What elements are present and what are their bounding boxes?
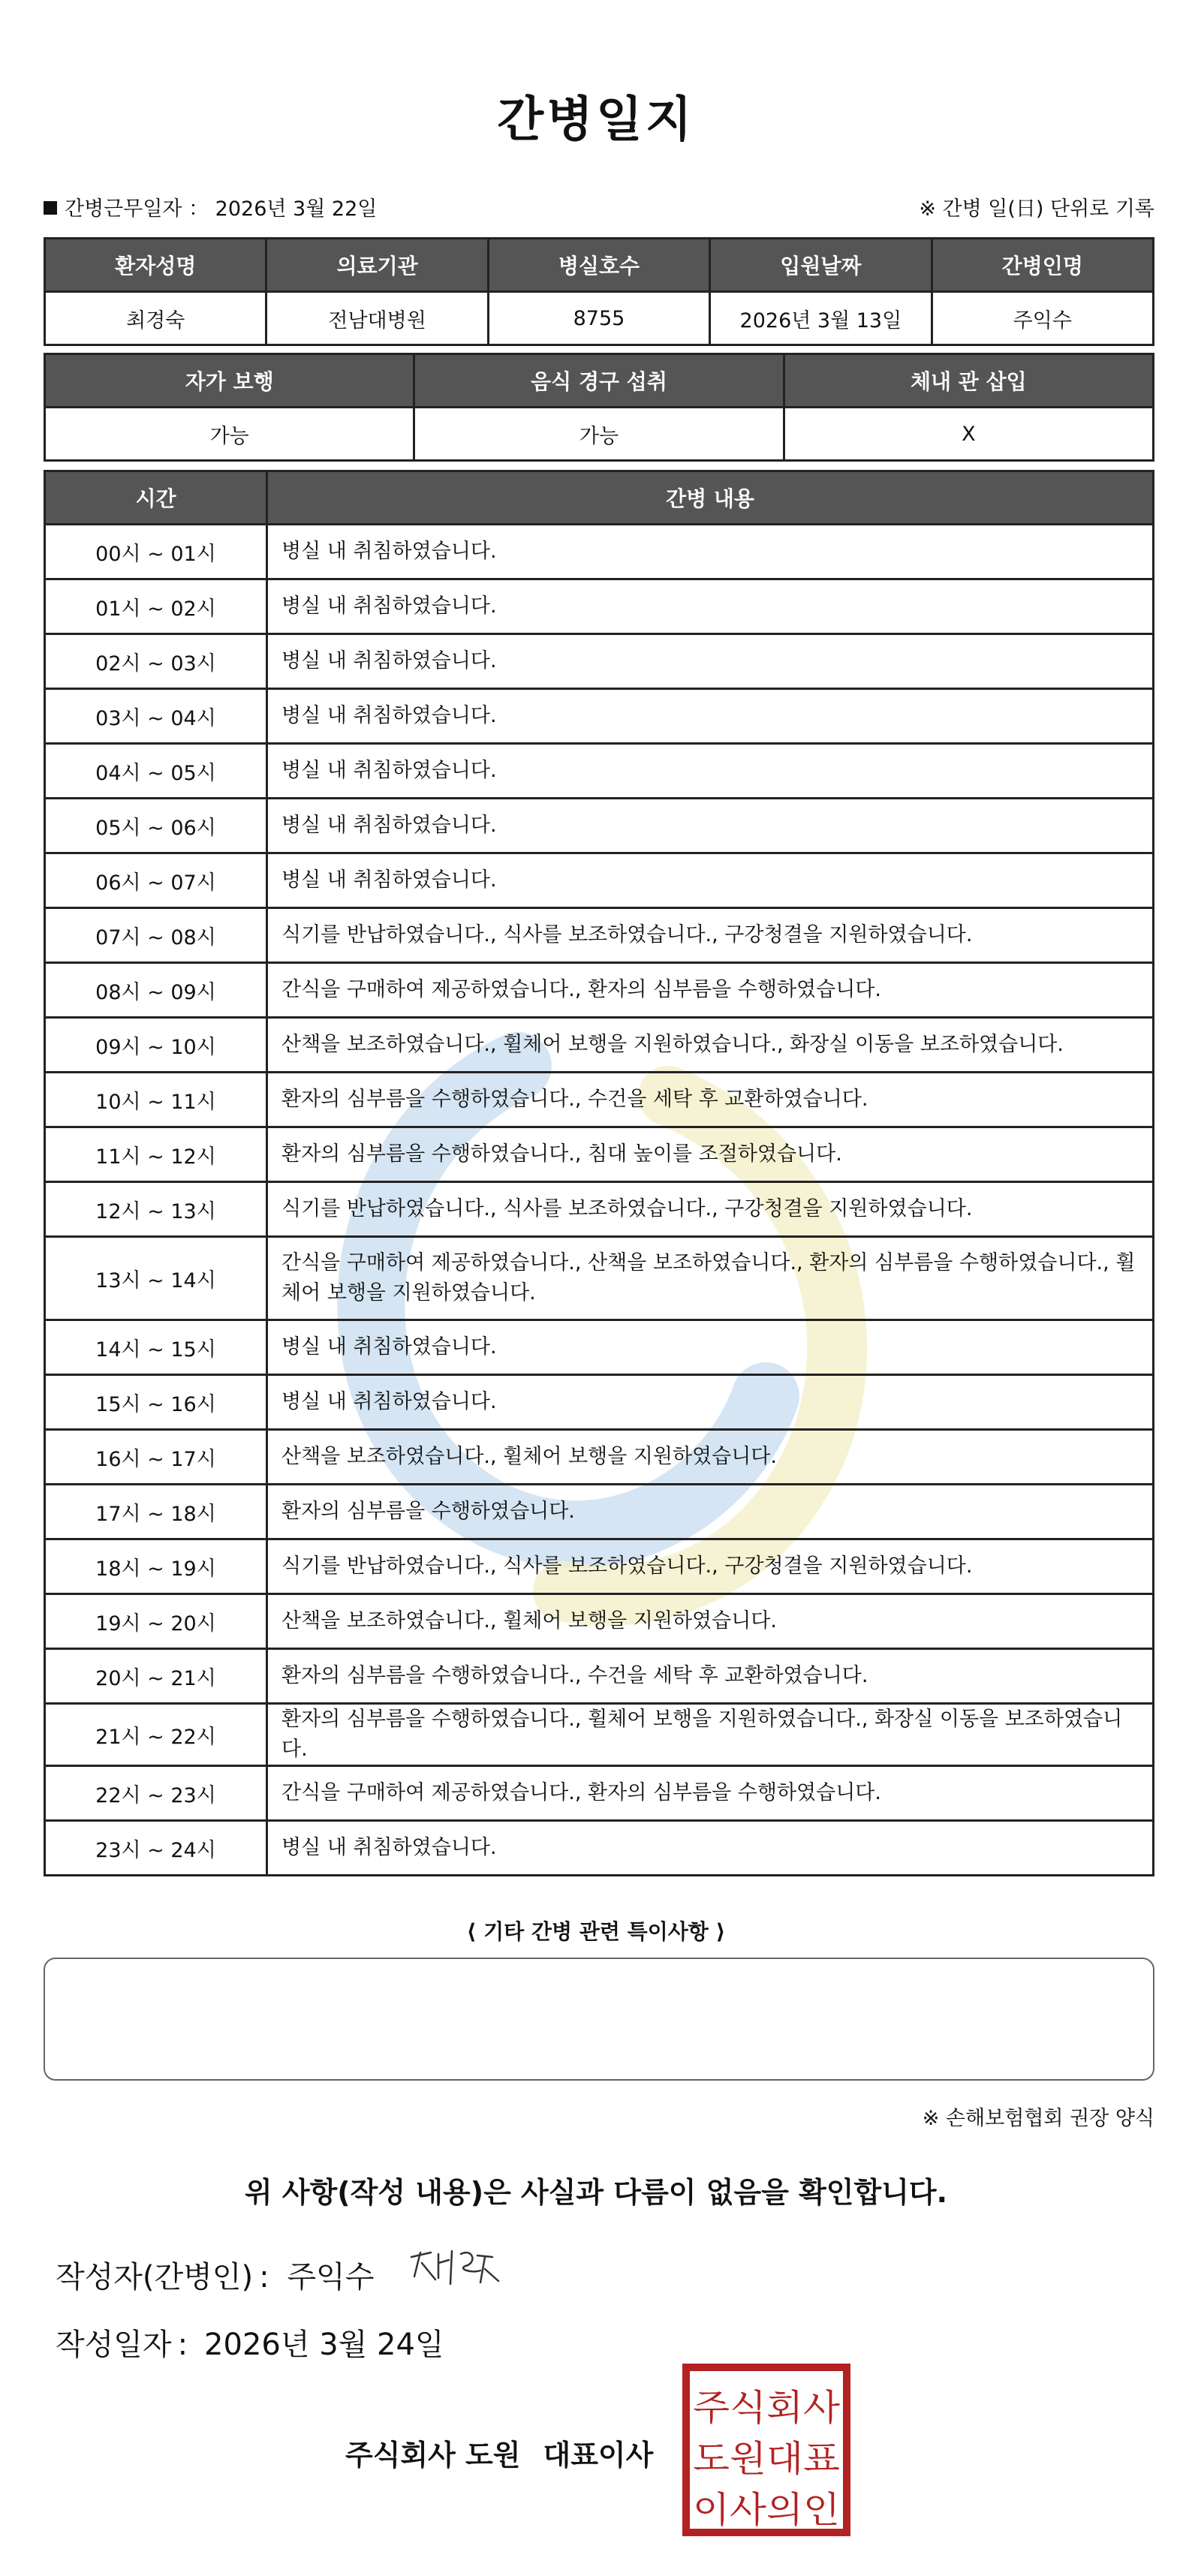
log-time: 18시 ~ 19시 bbox=[45, 1539, 267, 1594]
document-title: 간병일지 bbox=[497, 92, 695, 148]
log-content: 산책을 보조하였습니다., 휠체어 보행을 지원하였습니다. bbox=[267, 1430, 1154, 1485]
room-number: 8755 bbox=[488, 292, 709, 345]
header-care-content: 간병 내용 bbox=[267, 471, 1154, 525]
log-row bbox=[45, 1539, 1154, 1594]
log-time: 11시 ~ 12시 bbox=[45, 1127, 267, 1182]
log-time: 14시 ~ 15시 bbox=[45, 1320, 267, 1375]
header-oral-intake: 음식 경구 섭취 bbox=[414, 354, 784, 408]
log-time: 12시 ~ 13시 bbox=[45, 1182, 267, 1237]
log-row bbox=[45, 1237, 1154, 1320]
svg-text:이사의인: 이사의인 bbox=[693, 2489, 840, 2531]
company-seal bbox=[682, 2363, 851, 2537]
company-line bbox=[345, 2432, 653, 2473]
handwritten-signature bbox=[405, 2240, 503, 2293]
log-content: 산책을 보조하였습니다., 휠체어 보행을 지원하였습니다., 화장실 이동을 보조하였습니다. bbox=[267, 1018, 1154, 1073]
log-content: 병실 내 취침하였습니다. bbox=[267, 853, 1154, 908]
log-content: 환자의 심부름을 수행하였습니다. bbox=[267, 1485, 1154, 1539]
log-time: 01시 ~ 02시 bbox=[45, 579, 267, 634]
log-row bbox=[45, 1766, 1154, 1821]
log-content: 병실 내 취침하였습니다. bbox=[267, 744, 1154, 799]
log-time: 10시 ~ 11시 bbox=[45, 1073, 267, 1127]
recommend-note: ※ 손해보험협회 권장 양식 bbox=[922, 2107, 1154, 2130]
log-time: 15시 ~ 16시 bbox=[45, 1375, 267, 1430]
log-time: 09시 ~ 10시 bbox=[45, 1018, 267, 1073]
log-time: 07시 ~ 08시 bbox=[45, 908, 267, 963]
log-row bbox=[45, 1485, 1154, 1539]
log-time: 02시 ~ 03시 bbox=[45, 634, 267, 689]
log-row bbox=[45, 1649, 1154, 1704]
unit-note: ※ 간병 일(日) 단위로 기록 bbox=[919, 197, 1154, 221]
log-content: 식기를 반납하였습니다., 식사를 보조하였습니다., 구강청결을 지원하였습니다. bbox=[267, 1539, 1154, 1594]
work-date-label: 간병근무일자 bbox=[65, 197, 182, 221]
caregiver-name: 주익수 bbox=[932, 292, 1153, 345]
log-time: 08시 ~ 09시 bbox=[45, 963, 267, 1018]
log-content: 병실 내 취침하였습니다. bbox=[267, 1821, 1154, 1876]
log-row bbox=[45, 525, 1154, 579]
log-row bbox=[45, 908, 1154, 963]
log-content: 식기를 반납하였습니다., 식사를 보조하였습니다., 구강청결을 지원하였습니다. bbox=[267, 1182, 1154, 1237]
admission-date: 2026년 3월 13일 bbox=[710, 292, 932, 345]
writer-line: 작성자(간병인) : 주익수 bbox=[56, 2260, 375, 2295]
log-time: 00시 ~ 01시 bbox=[45, 525, 267, 579]
log-content: 병실 내 취침하였습니다. bbox=[267, 634, 1154, 689]
written-date-label: 작성일자 bbox=[56, 2328, 172, 2362]
header-caregiver: 간병인명 bbox=[932, 239, 1153, 292]
company-title: 대표이사 bbox=[543, 2439, 654, 2472]
square-bullet-icon bbox=[44, 201, 57, 215]
log-time: 03시 ~ 04시 bbox=[45, 689, 267, 744]
log-row bbox=[45, 853, 1154, 908]
log-content: 병실 내 취침하였습니다. bbox=[267, 1320, 1154, 1375]
header-patient-name: 환자성명 bbox=[45, 239, 266, 292]
written-date-value: 2026년 3월 24일 bbox=[204, 2328, 444, 2362]
log-content: 환자의 심부름을 수행하였습니다., 침대 높이를 조절하였습니다. bbox=[267, 1127, 1154, 1182]
writer-label: 작성자(간병인) bbox=[56, 2260, 254, 2295]
log-content: 식기를 반납하였습니다., 식사를 보조하였습니다., 구강청결을 지원하였습니다. bbox=[267, 908, 1154, 963]
header-room: 병실호수 bbox=[488, 239, 709, 292]
svg-text:도원대표: 도원대표 bbox=[693, 2438, 840, 2480]
log-time: 06시 ~ 07시 bbox=[45, 853, 267, 908]
patient-name: 최경숙 bbox=[45, 292, 266, 345]
log-row bbox=[45, 963, 1154, 1018]
patient-info-table bbox=[44, 237, 1154, 346]
log-content: 산책을 보조하였습니다., 휠체어 보행을 지원하였습니다. bbox=[267, 1594, 1154, 1649]
log-row bbox=[45, 1375, 1154, 1430]
log-row bbox=[45, 1430, 1154, 1485]
log-time: 17시 ~ 18시 bbox=[45, 1485, 267, 1539]
confirm-statement: 위 사항(작성 내용)은 사실과 다름이 없음을 확인합니다. bbox=[244, 2176, 948, 2209]
notes-title: ⟨ 기타 간병 관련 특이사항 ⟩ bbox=[466, 1919, 726, 1944]
log-time: 13시 ~ 14시 bbox=[45, 1237, 267, 1320]
tube-insertion-value: X bbox=[784, 408, 1153, 461]
log-row bbox=[45, 1182, 1154, 1237]
log-time: 21시 ~ 22시 bbox=[45, 1704, 267, 1766]
care-log-table bbox=[44, 470, 1154, 1876]
log-content: 병실 내 취침하였습니다. bbox=[267, 525, 1154, 579]
log-content: 환자의 심부름을 수행하였습니다., 수건을 세탁 후 교환하였습니다. bbox=[267, 1073, 1154, 1127]
header-time: 시간 bbox=[45, 471, 267, 525]
log-row bbox=[45, 744, 1154, 799]
header-admission-date: 입원날짜 bbox=[710, 239, 932, 292]
log-time: 04시 ~ 05시 bbox=[45, 744, 267, 799]
log-row bbox=[45, 1018, 1154, 1073]
log-time: 19시 ~ 20시 bbox=[45, 1594, 267, 1649]
log-content: 병실 내 취침하였습니다. bbox=[267, 689, 1154, 744]
oral-intake-value: 가능 bbox=[414, 408, 784, 461]
log-time: 23시 ~ 24시 bbox=[45, 1821, 267, 1876]
header-tube-insertion: 체내 관 삽입 bbox=[784, 354, 1153, 408]
log-row bbox=[45, 634, 1154, 689]
log-content: 병실 내 취침하였습니다. bbox=[267, 579, 1154, 634]
hospital: 전남대병원 bbox=[266, 292, 488, 345]
log-row bbox=[45, 689, 1154, 744]
log-content: 간식을 구매하여 제공하였습니다., 산책을 보조하였습니다., 환자의 심부름을 수행하였습니다., 휠체어 보행을 지원하였습니다. bbox=[267, 1237, 1154, 1320]
log-row bbox=[45, 1127, 1154, 1182]
header-hospital: 의료기관 bbox=[266, 239, 488, 292]
log-time: 05시 ~ 06시 bbox=[45, 799, 267, 853]
log-row bbox=[45, 1704, 1154, 1766]
log-row bbox=[45, 799, 1154, 853]
header-self-walking: 자가 보행 bbox=[45, 354, 414, 408]
log-time: 16시 ~ 17시 bbox=[45, 1430, 267, 1485]
log-row bbox=[45, 1073, 1154, 1127]
log-time: 22시 ~ 23시 bbox=[45, 1766, 267, 1821]
log-row bbox=[45, 1320, 1154, 1375]
log-time: 20시 ~ 21시 bbox=[45, 1649, 267, 1704]
work-date: 간병근무일자 ： 2026년 3월 22일 bbox=[44, 192, 377, 221]
work-date-value: 2026년 3월 22일 bbox=[215, 197, 378, 221]
log-content: 간식을 구매하여 제공하였습니다., 환자의 심부름을 수행하였습니다. bbox=[267, 1766, 1154, 1821]
log-row bbox=[45, 579, 1154, 634]
self-walking-value: 가능 bbox=[45, 408, 414, 461]
log-content: 환자의 심부름을 수행하였습니다., 휠체어 보행을 지원하였습니다., 화장실 이동을 보조하였습니다. bbox=[267, 1704, 1154, 1766]
log-content: 병실 내 취침하였습니다. bbox=[267, 799, 1154, 853]
log-content: 환자의 심부름을 수행하였습니다., 수건을 세탁 후 교환하였습니다. bbox=[267, 1649, 1154, 1704]
patient-status-table bbox=[44, 353, 1154, 462]
log-content: 병실 내 취침하였습니다. bbox=[267, 1375, 1154, 1430]
notes-box bbox=[44, 1958, 1154, 2081]
writer-name: 주익수 bbox=[287, 2260, 375, 2295]
company-name: 주식회사 도원 bbox=[345, 2439, 521, 2472]
written-date-line: 작성일자 : 2026년 3월 24일 bbox=[56, 2328, 444, 2362]
log-content: 간식을 구매하여 제공하였습니다., 환자의 심부름을 수행하였습니다. bbox=[267, 963, 1154, 1018]
log-row bbox=[45, 1821, 1154, 1876]
log-row bbox=[45, 1594, 1154, 1649]
svg-text:주식회사: 주식회사 bbox=[693, 2387, 841, 2429]
